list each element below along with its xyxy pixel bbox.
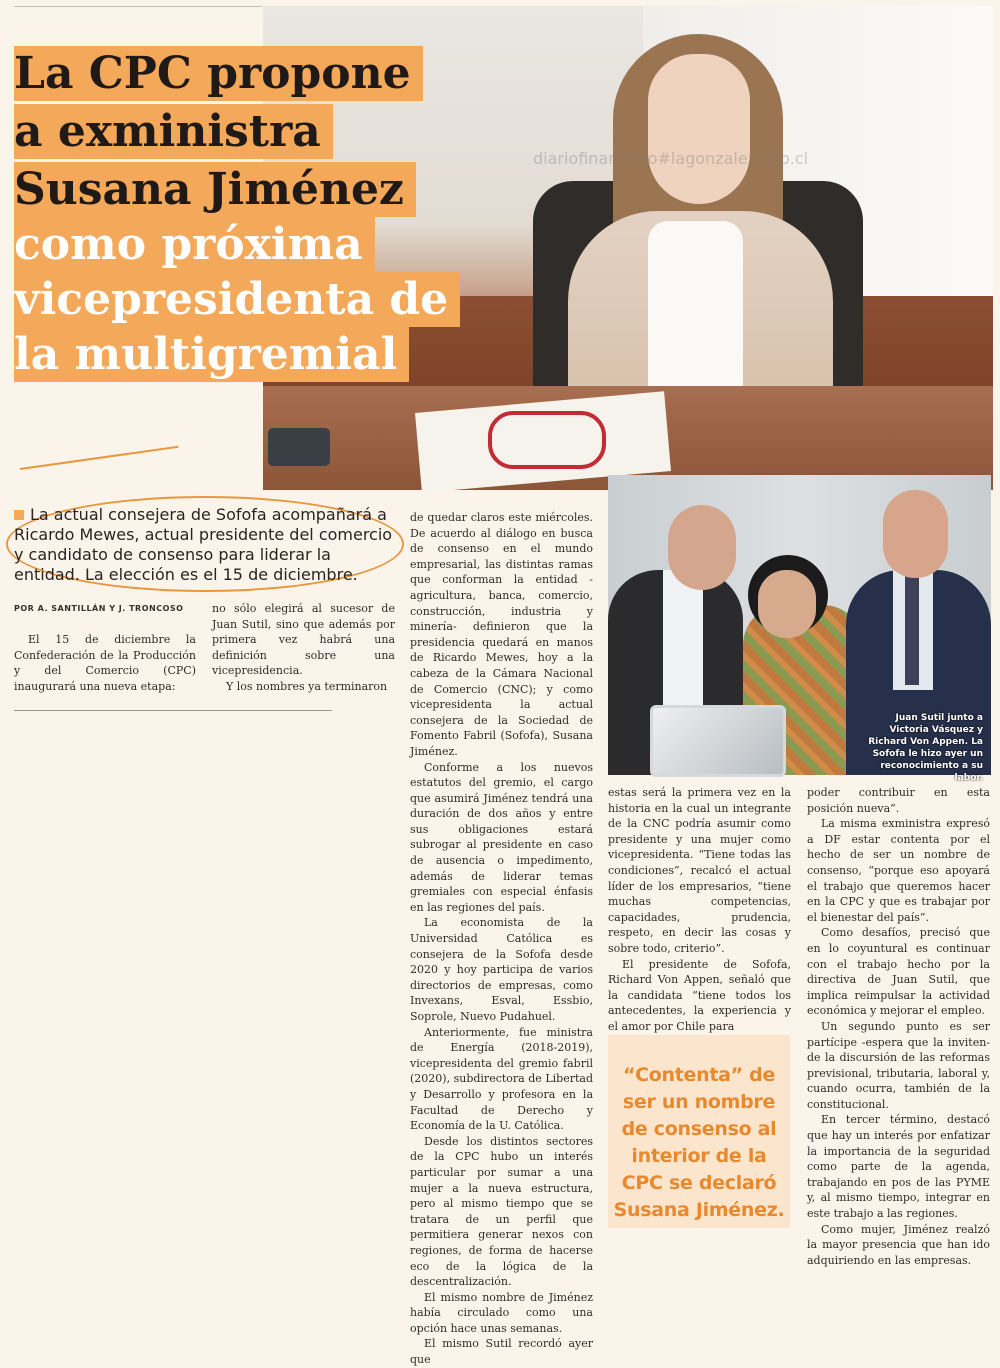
headline-line-2: a exministra [14, 104, 333, 159]
marker-stroke [20, 446, 179, 470]
paragraph: La economista de la Universidad Católica es consejera de la Sofofa desde 2020 y hoy participa de varios directorios de empresas, como Invexans, Esval, Essbio, Soprole, Nuevo Pudahuel. [410, 916, 593, 1023]
byline: POR A. SANTILLÁN Y J. TRONCOSO [14, 604, 184, 613]
paragraph: Un segundo punto es ser partícipe -espera que la inviten- de la discursión de las reformas previsional, tributaria, laboral y, cuando ocurra, también de la constitucional. [807, 1019, 990, 1111]
paragraph: El 15 de diciembre la Confederación de la Producción y del Comercio (CPC) inaugurará una nueva etapa: [14, 633, 196, 693]
headline-line-3: Susana Jiménez [14, 162, 416, 217]
paragraph: El presidente de Sofofa, Richard Von Appen, señaló que la candidata “tiene todos los antecedentes, la experiencia y el amor por Chile para [608, 957, 791, 1033]
blouse [648, 221, 743, 391]
man-right-tie [905, 575, 919, 685]
group-photo [608, 475, 991, 783]
man-right-head [883, 490, 948, 578]
headline-line-4: como próxima [14, 217, 375, 272]
paragraph: poder contribuir en esta posición nueva”. [807, 786, 990, 815]
column-2 [212, 601, 395, 695]
paragraph: La misma exministra expresó a DF estar contenta por el hecho de ser un nombre de consenso, “porque eso apoyará el trabajo que queremos hacer en la CPC y que es trabajar por el bienestar del país”. [807, 817, 990, 924]
phone [268, 428, 330, 466]
watermark: diariofinanciero#lagonzalez-clip.cl [533, 149, 809, 168]
paragraph: Y los nombres ya terminaron [226, 679, 388, 693]
paragraph: Como desafíos, precisó que en lo coyuntural es continuar con el trabajo hecho por la directiva de Juan Sutil, que implica reimpulsar la actividad económica y mejorar el empleo. [807, 926, 990, 1018]
column-4 [608, 785, 791, 1035]
photo-caption: Juan Sutil junto a Victoria Vásquez y Richard Von Appen. La Sofofa le hizo ayer un reconocimiento a su labor. [868, 713, 983, 783]
column-3 [410, 510, 593, 1368]
paragraph: estas será la primera vez en la historia en la cual un integrante de la CNC podría asumir como presidente y una mujer como vicepresidenta. “Tiene todas las condiciones”, recalcó el actual líder de los empresarios, “tiene muchas competencias, capacidades, prudencia, respeto, en decir las cosas y sobre todo, criterio”. [608, 786, 791, 955]
headline-line-1: La CPC propone [14, 46, 423, 101]
paragraph: no sólo elegirá al sucesor de Juan Sutil, sino que además por primera vez habrá una definición sobre una vicepresidencia. [212, 602, 395, 678]
paragraph: En tercer término, destacó que hay un interés por enfatizar la importancia de la seguridad como parte de la agenda, trabajando en pos de las PYME y, al mismo tiempo, integrar en este trabajo a las regiones. [807, 1113, 990, 1221]
paragraph: Desde los distintos sectores de la CPC hubo un interés particular por sumar a una mujer a la nueva estructura, pero al mismo tiempo que se tratara de un perfil que permitiera generar nexos con regiones, de forma de hacerse eco de la lógica de la descentralización. [410, 1134, 593, 1289]
red-glasses [488, 411, 606, 469]
column-rule [14, 710, 332, 711]
man-left-head [668, 505, 736, 590]
paragraph: El mismo Sutil recordó ayer que [410, 1337, 593, 1367]
deck-summary: La actual consejera de Sofofa acompañará a Ricardo Mewes, actual presidente del comercio y candidato de consenso para liderar la entidad. La elección es el 15 de diciembre. [14, 505, 393, 584]
paragraph: El mismo nombre de Jiménez había circulado como una opción hace unas semanas. [410, 1290, 593, 1335]
headline-line-6: la multigremial [14, 327, 409, 382]
column-1 [14, 632, 196, 694]
square-bullet-icon [14, 510, 24, 520]
headline-line-5: vicepresidenta de [14, 272, 460, 327]
paragraph: Como mujer, Jiménez realzó la mayor presencia que han ido adquiriendo en las empresas. [807, 1222, 990, 1267]
paragraph: Anteriormente, fue ministra de Energía (2018-2019), vicepresidenta del gremio fabril (2020), subdirectora de Libertad y Desarrollo y profesora en la Facultad de Derecho y Economía de la U. Católica. [410, 1025, 593, 1133]
face [648, 54, 750, 204]
paragraph: Conforme a los nuevos estatutos del gremio, el cargo que asumirá Jiménez tendrá una duración de dos años y entre sus obligaciones estará subrogar al presidente en caso de ausencia o impedimento, además de liderar temas gremiales con especial énfasis en las regiones del país. [410, 760, 593, 914]
woman-face [758, 570, 816, 638]
silver-plaque [650, 705, 786, 777]
paragraph: de quedar claros este miércoles. De acuerdo al diálogo en busca de consenso en el mundo empresarial, las distintas ramas que conforman la entidad -agricultura, banca, comercio, construcción, industria y minería- definieron que la presidencia quedará en manos de Ricardo Mewes, hoy a la cabeza de la Cámara Nacional de Comercio (CNC); y como vicepresidenta la actual consejera de la Sociedad de Fomento Fabril (Sofofa), Susana Jiménez. [410, 511, 593, 758]
pull-quote: “Contenta” de ser un nombre de consenso al interior de la CPC se declaró Susana Jiménez. [613, 1064, 785, 1221]
top-rule [14, 6, 262, 7]
column-5 [807, 785, 990, 1268]
